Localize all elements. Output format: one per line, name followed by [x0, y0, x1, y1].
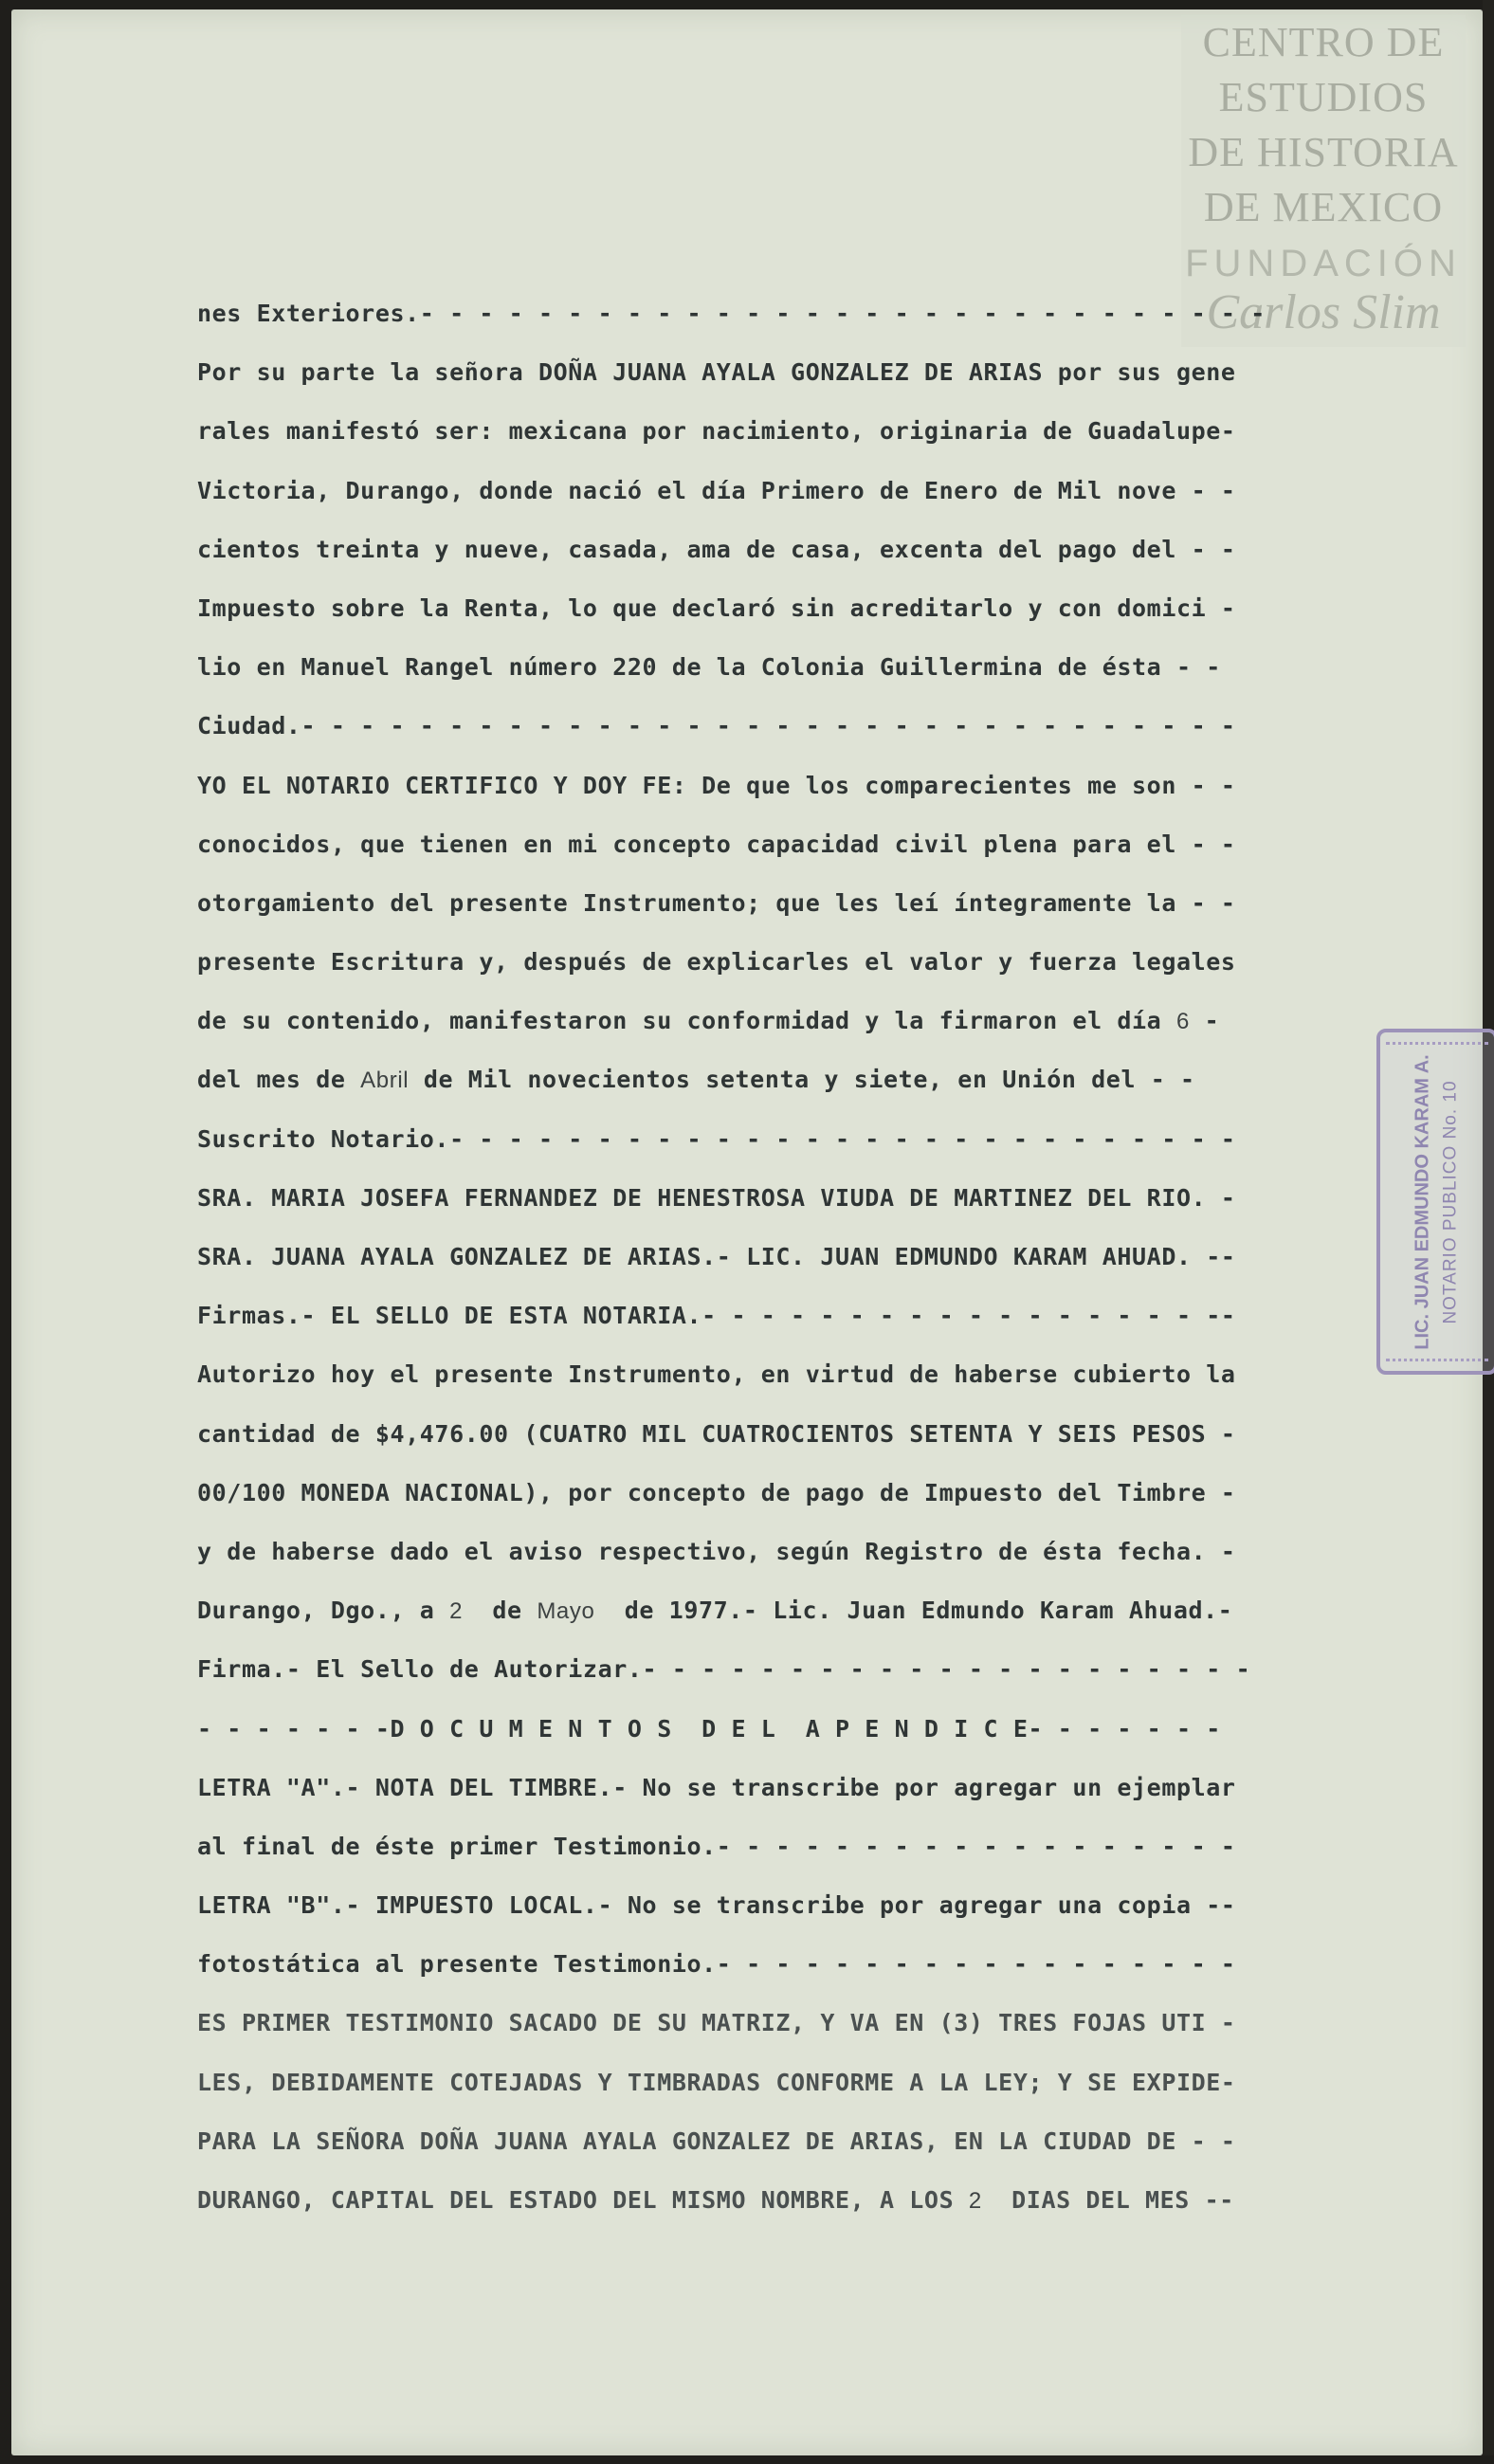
watermark-signature: Carlos Slim [1206, 285, 1441, 339]
handfilled-month: Mayo [537, 1598, 595, 1625]
text-segment: de 1977.- Lic. Juan Edmundo Karam Ahuad.- [624, 1597, 1233, 1625]
text-line: Suscrito Notario.- - - - - - - - - - - - - - - - - - - - - - - - - - - [197, 1124, 1236, 1153]
text-line: Por su parte la señora DOÑA JUANA AYALA GONZALEZ DE ARIAS por sus gene [197, 358, 1236, 387]
text-line: Ciudad.- - - - - - - - - - - - - - - - - - - - - - - - - - - - - - - - [197, 712, 1236, 740]
text-segment: Durango, Dgo., a [197, 1597, 435, 1625]
text-line: LETRA "B".- IMPUESTO LOCAL.- No se transcribe por agregar una copia -- [197, 1891, 1236, 1920]
text-line: nes Exteriores.- - - - - - - - - - - - - - - - - - - - - - - - - - - - - [197, 300, 1266, 327]
text-line: SRA. MARIA JOSEFA FERNANDEZ DE HENESTROSA VIUDA DE MARTINEZ DEL RIO. - [197, 1183, 1236, 1212]
text-line: SRA. JUANA AYALA GONZALEZ DE ARIAS.- LIC. JUAN EDMUNDO KARAM AHUAD. -- [197, 1243, 1236, 1270]
notary-stamp [1376, 1029, 1494, 1375]
page-edge-bottom [0, 2455, 1494, 2464]
text-line: otorgamiento del presente Instrumento; que les leí íntegramente la - - [197, 888, 1236, 917]
text-line: Victoria, Durango, donde nació el día Primero de Enero de Mil nove - - [197, 476, 1236, 504]
watermark-fundacion: FUNDACIÓN [1185, 243, 1462, 284]
appendix-heading: - - - - - - -D O C U M E N T O S D E L A P E N D I C E- - - - - - - [197, 1714, 1221, 1743]
text-line: YO EL NOTARIO CERTIFICO Y DOY FE: De que los comparecientes me son - - [197, 771, 1236, 799]
text-line: LETRA "A".- NOTA DEL TIMBRE.- No se transcribe por agregar un ejemplar [197, 1773, 1236, 1801]
text-line: lio en Manuel Rangel número 220 de la Colonia Guillermina de ésta - - [197, 653, 1221, 682]
text-segment: de [492, 1597, 522, 1625]
text-line: cientos treinta y nueve, casada, ama de casa, excenta del pago del - - [197, 535, 1236, 563]
text-line: cantidad de $4,476.00 (CUATRO MIL CUATROCIENTOS SETENTA Y SEIS PESOS - [197, 1419, 1236, 1448]
text-line-closing [197, 2171, 1335, 2230]
text-line: PARA LA SEÑORA DOÑA JUANA AYALA GONZALEZ DE ARIAS, EN LA CIUDAD DE - - [197, 2126, 1236, 2155]
watermark-line-2: ESTUDIOS [1218, 74, 1429, 120]
text-line: presente Escritura y, después de explicarles el valor y fuerza legales [197, 948, 1236, 976]
text-segment: de su contenido, manifestaron su conformidad y la firmaron el día [197, 1007, 1162, 1035]
text-line-signing-day [197, 992, 1335, 1050]
text-line: ES PRIMER TESTIMONIO SACADO DE SU MATRIZ, Y VA EN (3) TRES FOJAS UTI - [197, 2009, 1236, 2037]
text-line: y de haberse dado el aviso respectivo, según Registro de ésta fecha. - [197, 1537, 1236, 1565]
handfilled-day: 6 [1176, 1009, 1190, 1035]
text-line: 00/100 MONEDA NACIONAL), por concepto de pago de Impuesto del Timbre - [197, 1478, 1236, 1506]
watermark-line-1: CENTRO DE [1202, 19, 1445, 65]
stamp-notary-number: NOTARIO PUBLICO No. 10 [1441, 1079, 1462, 1324]
text-line: rales manifestó ser: mexicana por nacimiento, originaria de Guadalupe- [197, 417, 1236, 446]
text-segment: - [1189, 1007, 1220, 1035]
handfilled-day: 2 [968, 2188, 982, 2214]
handfilled-day: 2 [449, 1598, 464, 1625]
page-edge-top [0, 0, 1494, 9]
text-segment: DIAS DEL MES -- [1011, 2186, 1234, 2214]
text-line: Firma.- El Sello de Autorizar.- - - - - - - - - - - - - - - - - - - - - [197, 1655, 1251, 1684]
text-segment: del mes de [197, 1066, 346, 1094]
text-line: LES, DEBIDAMENTE COTEJADAS Y TIMBRADAS CONFORME A LA LEY; Y SE EXPIDE- [197, 2068, 1236, 2096]
text-line: al final de éste primer Testimonio.- - - - - - - - - - - - - - - - - - [197, 1832, 1236, 1860]
text-segment: DURANGO, CAPITAL DEL ESTADO DEL MISMO NOMBRE, A LOS [197, 2186, 955, 2214]
text-line: Firmas.- EL SELLO DE ESTA NOTARIA.- - - - - - - - - - - - - - - - - -- [197, 1302, 1236, 1330]
text-line: Autorizo hoy el presente Instrumento, en virtud de haberse cubierto la [197, 1360, 1236, 1389]
handfilled-month: Abril [360, 1068, 410, 1094]
stamp-notary-name: LIC. JUAN EDMUNDO KARAM A. [1412, 1053, 1434, 1350]
text-line: fotostática al presente Testimonio.- - - - - - - - - - - - - - - - - - [197, 1950, 1236, 1979]
text-line: Impuesto sobre la Renta, lo que declaró sin acreditarlo y con domici - [197, 593, 1236, 622]
document-sheet [11, 9, 1483, 2455]
text-line: conocidos, que tienen en mi concepto capacidad civil plena para el - - [197, 830, 1236, 858]
watermark-line-3: DE HISTORIA [1188, 129, 1459, 175]
page-edge-left [0, 0, 11, 2464]
watermark-line-4: DE MEXICO [1203, 184, 1444, 230]
text-segment: de Mil novecientos setenta y siete, en Unión del - - [423, 1066, 1195, 1094]
text-line-signing-month [197, 1050, 1335, 1109]
typed-text-body [197, 284, 1335, 2230]
text-line-authorization-date [197, 1581, 1335, 1640]
stamp-text [1409, 1054, 1466, 1349]
